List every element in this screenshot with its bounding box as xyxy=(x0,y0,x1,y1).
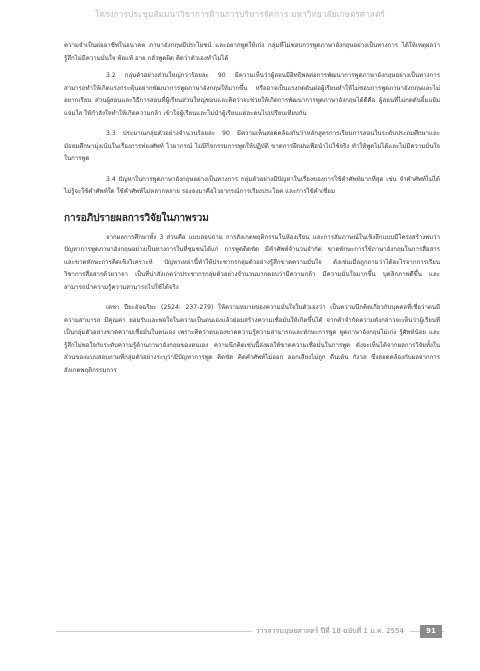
paragraph-discussion-1: จากผลการศึกษาทั้ง 3 ส่วนคือ แบบสอบถาม การสังเกตพฤติกรรมในห้องเรียน และการสัมภาษณ์ในเชิงลึกแบบมีโครงสร้างพบว่า ปัญหาการพูดภาษาอังกฤษอย่างเป็นทางการในที่ชุมชนได้แก่ การพูดติดขัด มีคำศัพท์จำนวนจำกัด ขาดทักษะการใช้ภาษาอังกฤษในการสื่อสาร และขาดทักษะการคิดเชิงวิเคราะห์ ปัญหาเหล่านี้ทำให้ประชากรกลุ่มตัวอย่างรู้สึกขาดความมั่นใจ ดังเช่นเมื่อถูกถามว่าได้อะไรจากการเรียนวิชาการสื่อสารด้วยวาจา เป็นที่น่าสังเกตว่าประชากรกลุ่มตัวอย่างจำนวนมากตอบว่ามีความกล้า มีความมั่นใจมากขึ้น บุคลิกภาพดีขึ้น และสามารถนำความรู้ความสามารถไปใช้ได้จริง xyxy=(64,233,440,291)
paragraph-intro: ความจำเป็นต่ออาชีพในอนาคต ภาษาอังกฤษมีประโยชน์ และอยากพูดให้เก่ง กลุ่มที่ไม่ชอบการพูดภาษาอังกฤษอย่างเป็นทางการ ได้ให้เหตุผลว่ารู้สึกไม่มีความมั่นใจ ท้อแท้ อาย กลัวพูดผิด คิดว่าตัวเองทำไม่ได้ xyxy=(64,42,440,62)
journal-citation: วารสารมนุษยศาสตร์ ปีที่ 18 ฉบับที่ 1 ม.ค. 2554 xyxy=(252,626,410,637)
page-footer xyxy=(0,625,480,639)
paragraph-3-3: 3.3 ประมาณกลุ่มตัวอย่างจำนวนร้อยละ 90 มีความเห็นสอดคล้องกันว่าหลักสูตรการเรียนการสอนในระดับประถมศึกษาและมัธยมศึกษามุ่งเน้นในเรื่องการท่องศัพท์ ไวยากรณ์ ไม่มีกิจกรรมการพูดให้ปฏิบัติ ขาดการฝึกฝนเพื่อนำไปใช้จริง ทำให้พูดไม่ได้และไม่มีความมั่นใจในการพูด xyxy=(64,130,440,162)
section-heading: การอภิปรายผลการวิจัยในภาพรวม xyxy=(64,212,209,224)
paragraph-3-4: 3.4 ปัญหาในการพูดภาษาอังกฤษอย่างเป็นทางการ กลุ่มตัวอย่างมีปัญหาในเรื่องของการใช้คำศัพท์มากที่สุด เช่น จำคำศัพท์ไม่ได้ ไม่รู้จะใช้คำศัพท์ใด ใช้คำศัพท์ไม่หลากหลาย รองลงมาคือไวยากรณ์การเรียงประโยค และการใช้คำเชื่อม xyxy=(64,175,440,195)
paragraph-3-2: 3.2 กลุ่มตัวอย่างส่วนใหญ่กว่าร้อยละ 90 มีความเห็นว่าผู้สอนมีอิทธิพลต่อการพัฒนาการพูดภาษาอังกฤษอย่างเป็นทางการ สามารถทำให้เกิดแรงกระตุ้นอยากพัฒนาการพูดภาษาอังกฤษให้มากขึ้น หรืออาจเป็นแรงกดดันต่อผู้เรียนทำให้ไม่ชอบการพูดภาษาอังกฤษและไม่อยากเรียน ส่วนผู้สอนและวิธีการสอนที่ผู้เรียนส่วนใหญ่ชอบและคิดว่าจะช่วยให้เกิดการพัฒนาการพูดภาษาอังกฤษได้ดีคือ ผู้สอนที่ไม่กดดันยิ้มแย้มแจ่มใส ให้กำลังใจทำให้เกิดความกล้า เข้าใจผู้เรียนและไม่นำผู้เรียนแต่ละคนไปเปรียบเทียบกัน xyxy=(64,72,440,117)
running-header: โครงการประชุมสัมมนาวิชาการด้านการบริหารจัดการ มหาวิทยาลัยเกษตรศาสตร์ xyxy=(95,9,385,19)
paragraph-discussion-2: เดชา ปียะอัจฉริยะ (2524: 237-279) ให้ความหมายของความมั่นใจในตัวเองว่า เป็นความนึกคิดเกี่ยวกับบุคคลที่เชื่อว่าตนมีความสามารถ มีคุณค่า ยอมรับและพอใจในความเป็นตนเองแล้วย่อมสร้างความเชื่อมั่นให้เกิดขึ้นได้ จากคำจำกัดความดังกล่าวจะเห็นว่าผู้เรียนที่เป็นกลุ่มตัวอย่างขาดความเชื่อมั่นในตนเอง เพราะคิดว่าตนเองขาดความรู้ความสามารถและทักษะการพูด พูดภาษาอังกฤษไม่เก่ง รู้ศัพท์น้อย และรู้สึกไม่พอใจกับระดับความรู้ด้านภาษาอังกฤษของตนเอง ความนึกคิดเช่นนี้ส่งผลให้ขาดความเชื่อมั่นในการพูด ดังจะเห็นได้จากผลการวิจัยทั้งในส่วนของแบบสอบถามที่กลุ่มตัวอย่างระบุว่ามีปัญหาการพูด ติดขัด คิดคำศัพท์ไม่ออก ออกเสียงไม่ถูก ตื่นเต้น กังวล ซึ่งสอดคล้องกับผลจากการสังเกตพฤติกรรมการ xyxy=(64,304,440,374)
page-number: 91 xyxy=(420,625,442,638)
article-body xyxy=(64,40,440,377)
